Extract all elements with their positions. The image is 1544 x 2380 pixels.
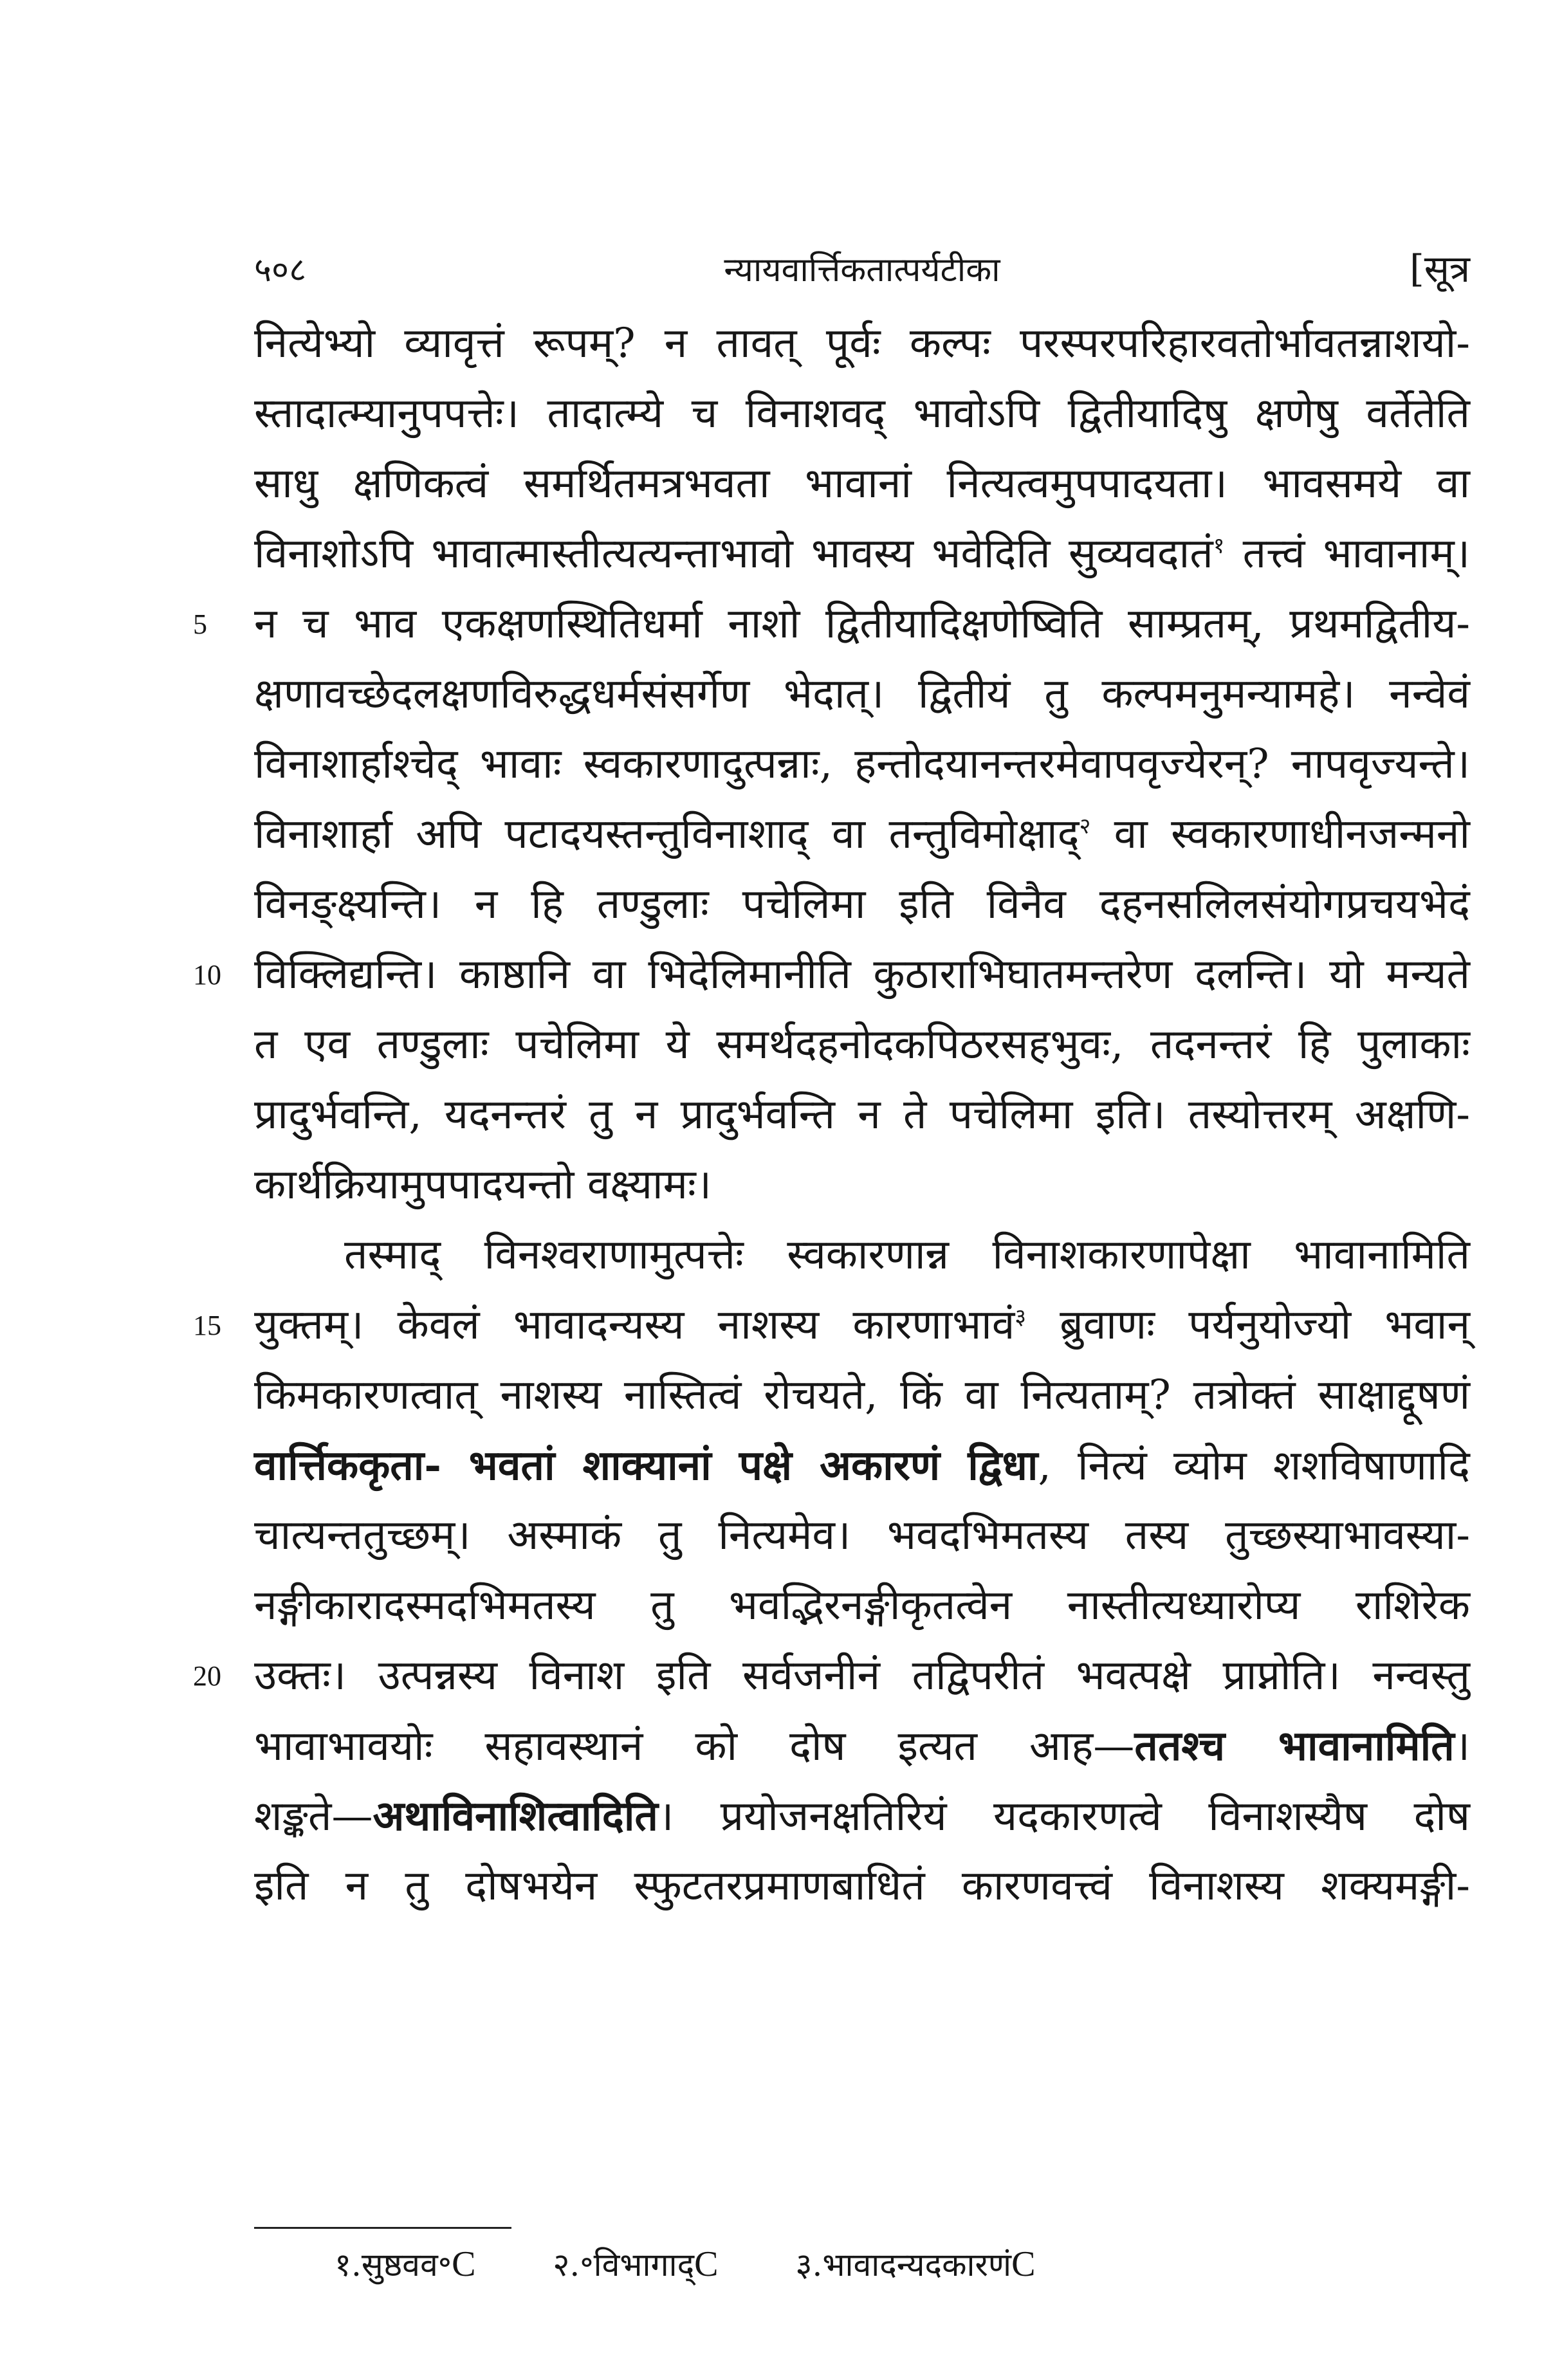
bold-text: अथाविनाशित्वादिति: [372, 1792, 658, 1840]
text-line: [254, 449, 1470, 519]
text-run: किमकारणत्वात् नाशस्य नास्तित्वं रोचयते, किं वा नित्यताम्? तत्रोक्तं साक्षाद्दूषणं: [254, 1371, 1470, 1419]
text-run: , नित्यं व्योम शशविषाणादि: [1038, 1442, 1471, 1490]
footnote-marker: ३.: [795, 2246, 823, 2284]
text-run: वा स्वकारणाधीनजन्मनो: [1090, 810, 1470, 858]
text-line: [254, 659, 1470, 729]
line-number: 10: [193, 959, 221, 991]
text-run: ब्रुवाणः पर्यनुयोज्यो भवान्: [1026, 1301, 1470, 1349]
text-run: नित्येभ्यो व्यावृत्तं रूपम्? न तावत् पूर्वः कल्पः परस्परपरिहारवतोर्भावतन्नाशयो-: [254, 320, 1470, 367]
footnote-source: C: [452, 2244, 476, 2284]
line-number: 15: [193, 1310, 221, 1341]
footnote-source: C: [694, 2244, 719, 2284]
footnote-marker: २.: [553, 2246, 580, 2284]
text-line: [254, 1781, 1470, 1851]
text-run: विनाशार्हा अपि पटादयस्तन्तुविनाशाद् वा तन्तुविमोक्षाद्: [254, 810, 1080, 858]
footnote-ref: २: [1079, 813, 1091, 839]
text-line: [254, 1010, 1470, 1080]
main-text: [193, 309, 1471, 1921]
text-run: त एव तण्डुलाः पचेलिमा ये समर्थदहनोदकपिठरसहभुवः, तदनन्तरं हि पुलाकाः: [254, 1021, 1470, 1068]
footnote: [335, 2242, 475, 2300]
running-title: न्यायवार्त्तिकतात्पर्यटीका: [724, 251, 1000, 289]
text-run: ।: [1454, 1723, 1471, 1770]
text-line: [254, 1360, 1470, 1431]
text-run: प्रादुर्भवन्ति, यदनन्तरं तु न प्रादुर्भवन्ति न ते पचेलिमा इति। तस्योत्तरम् अक्षणि-: [254, 1091, 1470, 1139]
footnote: [796, 2242, 1036, 2300]
section-label: [सूत्र: [1410, 247, 1470, 291]
text-line: [254, 1571, 1470, 1641]
text-line: [254, 1220, 1470, 1290]
bold-text: ततश्च भावानामिति: [1134, 1722, 1455, 1770]
text-run: कार्थक्रियामुपपादयन्तो वक्ष्यामः।: [254, 1161, 712, 1209]
text-run: उक्तः। उत्पन्नस्य विनाश इति सर्वजनीनं तद्विपरीतं भवत्पक्षे प्राप्नोति। नन्वस्तु: [254, 1652, 1470, 1699]
footnote-text: ॰विभागाद्: [580, 2246, 695, 2284]
text-run: इति न तु दोषभयेन स्फुटतरप्रमाणबाधितं कारणवत्त्वं विनाशस्य शक्यमङ्गी-: [254, 1862, 1470, 1910]
text-run: क्षणावच्छेदलक्षणविरुद्धधर्मसंसर्गेण भेदात्। द्वितीयं तु कल्पमनुमन्यामहे। नन्वेवं: [254, 670, 1470, 718]
line-number: 20: [193, 1660, 221, 1692]
text-line: [254, 379, 1470, 449]
text-line: [254, 1711, 1470, 1781]
text-line: [254, 1080, 1470, 1150]
text-line: [193, 589, 1470, 659]
footnotes: [335, 2242, 1364, 2300]
text-run: न च भाव एकक्षणस्थितिधर्मा नाशो द्वितीयादिक्षणेष्विति साम्प्रतम्, प्रथमद्वितीय-: [254, 600, 1470, 648]
footnote-ref: १: [1213, 533, 1225, 559]
text-run: विनाशार्हाश्चेद् भावाः स्वकारणादुत्पन्नाः, हन्तोदयानन्तरमेवापवृज्येरन्? नापवृज्यन्ते।: [254, 740, 1470, 788]
text-run: तस्माद् विनश्वराणामुत्पत्तेः स्वकारणान्न विनाशकारणापेक्षा भावानामिति: [344, 1231, 1470, 1279]
text-line: [254, 870, 1470, 940]
page-number: ५०८: [254, 251, 307, 289]
text-run: विक्लिद्यन्ति। काष्ठानि वा भिदेलिमानीति कुठाराभिघातमन्तरेण दलन्ति। यो मन्यते: [254, 951, 1470, 998]
text-run: स्तादात्म्यानुपपत्तेः। तादात्म्ये च विनाशवद् भावोऽपि द्वितीयादिषु क्षणेषु वर्तेतेति: [254, 390, 1470, 437]
text-run: विनङ्क्ष्यन्ति। न हि तण्डुलाः पचेलिमा इति विनैव दहनसलिलसंयोगप्रचयभेदं: [254, 881, 1470, 928]
text-run: । प्रयोजनक्षतिरियं यदकारणत्वे विनाशस्यैष दोष: [657, 1793, 1470, 1840]
line-number: 5: [193, 609, 207, 640]
footnote: [553, 2242, 718, 2300]
text-run: युक्तम्। केवलं भावादन्यस्य नाशस्य कारणाभावं: [254, 1301, 1015, 1349]
text-line: [254, 1431, 1470, 1501]
text-run: शङ्कते—: [254, 1793, 373, 1840]
text-line: [254, 309, 1470, 379]
text-line: [254, 1150, 1470, 1220]
footnote-ref: ३: [1015, 1304, 1027, 1330]
text-line: [254, 800, 1470, 870]
text-run: विनाशोऽपि भावात्मास्तीत्यत्यन्ताभावो भावस्य भवेदिति सुव्यवदातं: [254, 530, 1213, 578]
text-line: [254, 1851, 1470, 1921]
text-run: चात्यन्ततुच्छम्। अस्माकं तु नित्यमेव। भवदभिमतस्य तस्य तुच्छस्याभावस्या-: [254, 1512, 1470, 1559]
text-line: [254, 519, 1470, 589]
footnote-marker: १.: [335, 2246, 362, 2284]
text-line: [193, 1290, 1470, 1360]
text-line: [254, 729, 1470, 800]
text-run: तत्त्वं भावानाम्।: [1224, 530, 1470, 578]
text-run: भावाभावयोः सहावस्थानं को दोष इत्यत आह—: [254, 1723, 1135, 1770]
bold-text: वार्त्तिककृता- भवतां शाक्यानां पक्षे अकारणं द्विधा: [254, 1442, 1038, 1490]
footnote-rule: [254, 2227, 511, 2229]
text-line: [254, 1501, 1470, 1571]
footnote-text: भावादन्यदकारणं: [822, 2246, 1012, 2284]
text-line: [193, 940, 1470, 1010]
text-line: [193, 1641, 1470, 1711]
text-run: साधु क्षणिकत्वं समर्थितमत्रभवता भावानां नित्यत्वमुपपादयता। भावसमये वा: [254, 460, 1470, 508]
footnote-source: C: [1011, 2244, 1036, 2284]
text-run: नङ्गीकारादस्मदभिमतस्य तु भवद्भिरनङ्गीकृतत्वेन नास्तीत्यध्यारोप्य राशिरेक: [254, 1582, 1470, 1629]
page-header: [254, 239, 1470, 304]
footnote-text: सुष्ठवव॰: [361, 2246, 452, 2284]
